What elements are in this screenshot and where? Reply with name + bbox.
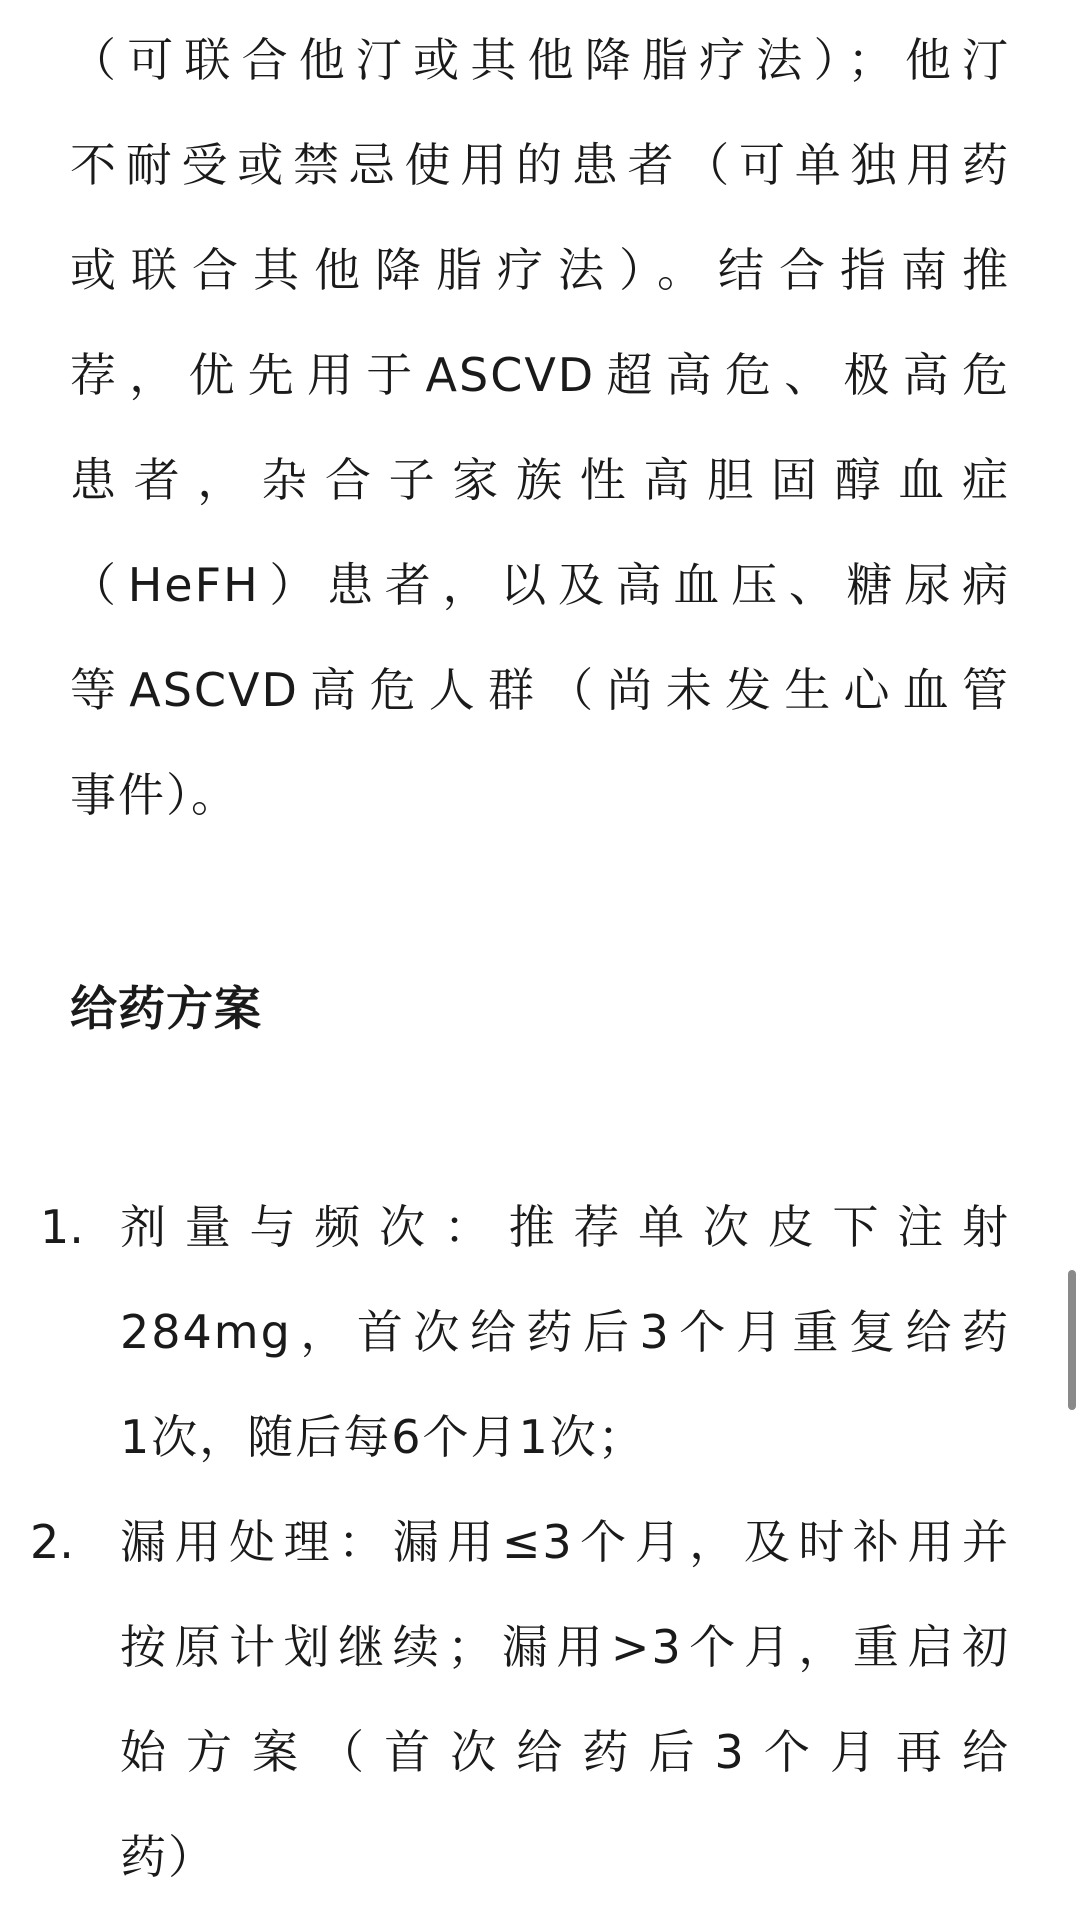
paragraph-line: 等ASCVD高危人群（尚未发生心血管	[70, 663, 1010, 717]
list-item-line: 284mg，首次给药后3个月重复给药	[120, 1305, 1010, 1359]
list-item-line: 1次，随后每6个月1次；	[120, 1410, 646, 1464]
list-item-text	[120, 1490, 1010, 1910]
paragraph-line: 或联合其他降脂疗法）。结合指南推	[70, 243, 1010, 297]
list-item-line: 按原计划继续；漏用>3个月，重启初	[120, 1620, 1010, 1674]
list-item-line: 始方案（首次给药后3个月再给	[120, 1725, 1010, 1779]
paragraph-line: （可联合他汀或其他降脂疗法）；他汀	[70, 33, 1010, 87]
list-item-line: 漏用处理：漏用≤3个月，及时补用并	[120, 1515, 1010, 1569]
list-item-line: 药）	[120, 1830, 216, 1884]
dosing-list	[0, 1175, 1080, 1910]
intro-paragraph	[70, 8, 1010, 848]
paragraph-line: 患者，杂合子家族性高胆固醇血症	[70, 453, 1010, 507]
list-marker: 1.	[40, 1200, 84, 1254]
vertical-scrollbar[interactable]	[1068, 1270, 1076, 1410]
paragraph-line: （HeFH）患者，以及高血压、糖尿病	[70, 558, 1010, 612]
list-item	[0, 1490, 1080, 1910]
list-item-line: 剂量与频次：推荐单次皮下注射	[120, 1200, 1010, 1254]
paragraph-line: 事件）。	[70, 768, 239, 822]
list-item	[0, 1175, 1080, 1490]
section-heading: 给药方案	[70, 982, 262, 1037]
paragraph-line: 不耐受或禁忌使用的患者（可单独用药	[70, 138, 1010, 192]
paragraph-line: 荐，优先用于ASCVD超高危、极高危	[70, 348, 1010, 402]
list-item-text	[120, 1175, 1010, 1490]
list-marker: 2.	[30, 1515, 74, 1569]
